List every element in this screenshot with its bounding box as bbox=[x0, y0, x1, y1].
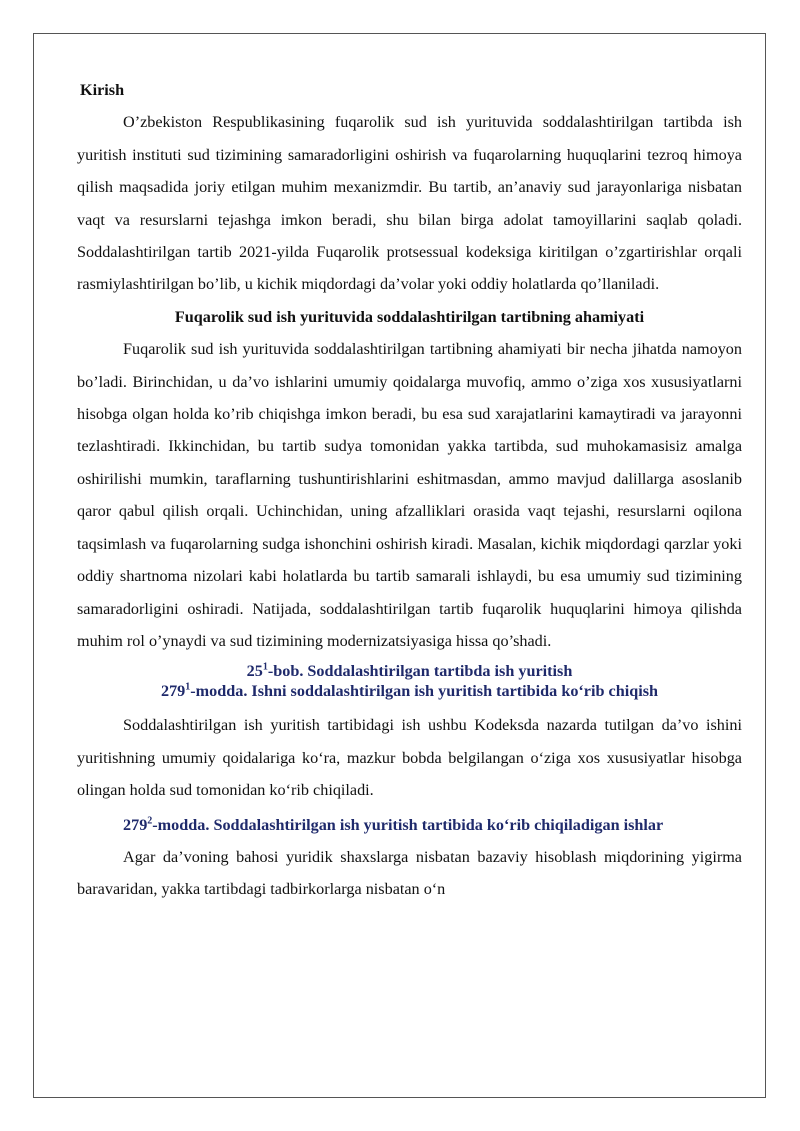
chapter-number: 25 bbox=[246, 662, 263, 681]
article-2-number: 279 bbox=[123, 815, 148, 834]
article-2-sup: 2 bbox=[147, 815, 153, 827]
intro-paragraph: O’zbekiston Respublikasining fuqarolik sud ish yurituvida soddalashtirilgan tartibda ish yuritish instituti sud tizimining samaradorligini oshirish va fuqarolarning huquqlarini tezroq himoya qilish maqsadida joriy etilgan muhim mexanizmdir. Bu tartib, an’anaviy sud jarayonlariga nisbatan vaqt va resurslarni tejashga imkon beradi, shu bilan birga adolat tamoyillarini saqlab qoladi. Soddalashtirilgan tartib 2021-yilda Fuqarolik protsessual kodeksiga kiritilgan o’zgartirishlar orqali rasmiylashtirilgan bo’lib, u kichik miqdordagi da’volar yoki oddiy holatlarda qo’llaniladi. bbox=[77, 113, 742, 294]
article-1-text: Soddalashtirilgan ish yuritish tartibidagi ish ushbu Kodeksda nazarda tutilgan da’vo ishini yuritishning umumiy qoidalariga ko‘ra, mazkur bobda belgilangan o‘ziga xos xususiyatlar hisobga olingan holda sud tomonidan ko‘rib chiqiladi. bbox=[77, 716, 742, 800]
article-1-sup: 1 bbox=[185, 681, 191, 693]
section-paragraph: Fuqarolik sud ish yurituvida soddalashtirilgan tartibning ahamiyati bir necha jihatda namoyon bo’ladi. Birinchidan, u da’vo ishlarini umumiy qoidalarga muvofiq, ammo o’ziga xos xususiyatlarni hisobga olgan holda ko’rib chiqishga imkon beradi, bu esa sud xarajatlarini kamaytiradi va jarayonni tezlashtiradi. Ikkinchidan, bu tartib sudya tomonidan yakka tartibda, sud muhokamasisiz amalga oshirilishi mumkin, taraflarning tushuntirishlarini eshitmasdan, ammo mavjud dalillarga asoslanib qaror qabul qilish orqali. Uchinchidan, uning afzalliklari orasida vaqt tejashi, resurslarni oqilona taqsimlash va fuqarolarning sudga ishonchini oshirish kiradi. Masalan, kichik miqdordagi qarzlar yoki oddiy shartnoma nizolari kabi holatlarda bu tartib samarali ishlaydi, bu esa umumiy sud tizimining samaradorligini oshiradi. Natijada, soddalashtirilgan tartib fuqarolik huquqlarini himoya qilishda muhim rol o’ynaydi va sud tizimining modernizatsiyasiga hissa qo’shadi. bbox=[77, 340, 742, 650]
document-body bbox=[77, 74, 742, 906]
article-2-heading bbox=[77, 809, 742, 841]
chapter-sup: 1 bbox=[262, 661, 268, 673]
article-1-number: 279 bbox=[160, 682, 186, 701]
article-1-heading bbox=[77, 681, 742, 701]
article-2-text: Agar da’voning bahosi yuridik shaxslarga nisbatan bazaviy hisoblash miqdorining yigirma baravaridan, yakka tartibdagi tadbirkorlarga nisbatan o‘n bbox=[77, 847, 742, 899]
intro-heading: Kirish bbox=[80, 81, 125, 99]
section-heading: Fuqarolik sud ish yurituvida soddalashtirilgan tartibning ahamiyati bbox=[174, 307, 645, 326]
article-2-title: -modda. Soddalashtirilgan ish yuritish tartibida ko‘rib chiqiladigan ishlar bbox=[152, 815, 664, 834]
chapter-title: -bob. Soddalashtirilgan tartibda ish yuritish bbox=[267, 662, 573, 681]
chapter-heading bbox=[77, 661, 742, 681]
article-1-title: -modda. Ishni soddalashtirilgan ish yuritish tartibida ko‘rib chiqish bbox=[190, 682, 659, 701]
